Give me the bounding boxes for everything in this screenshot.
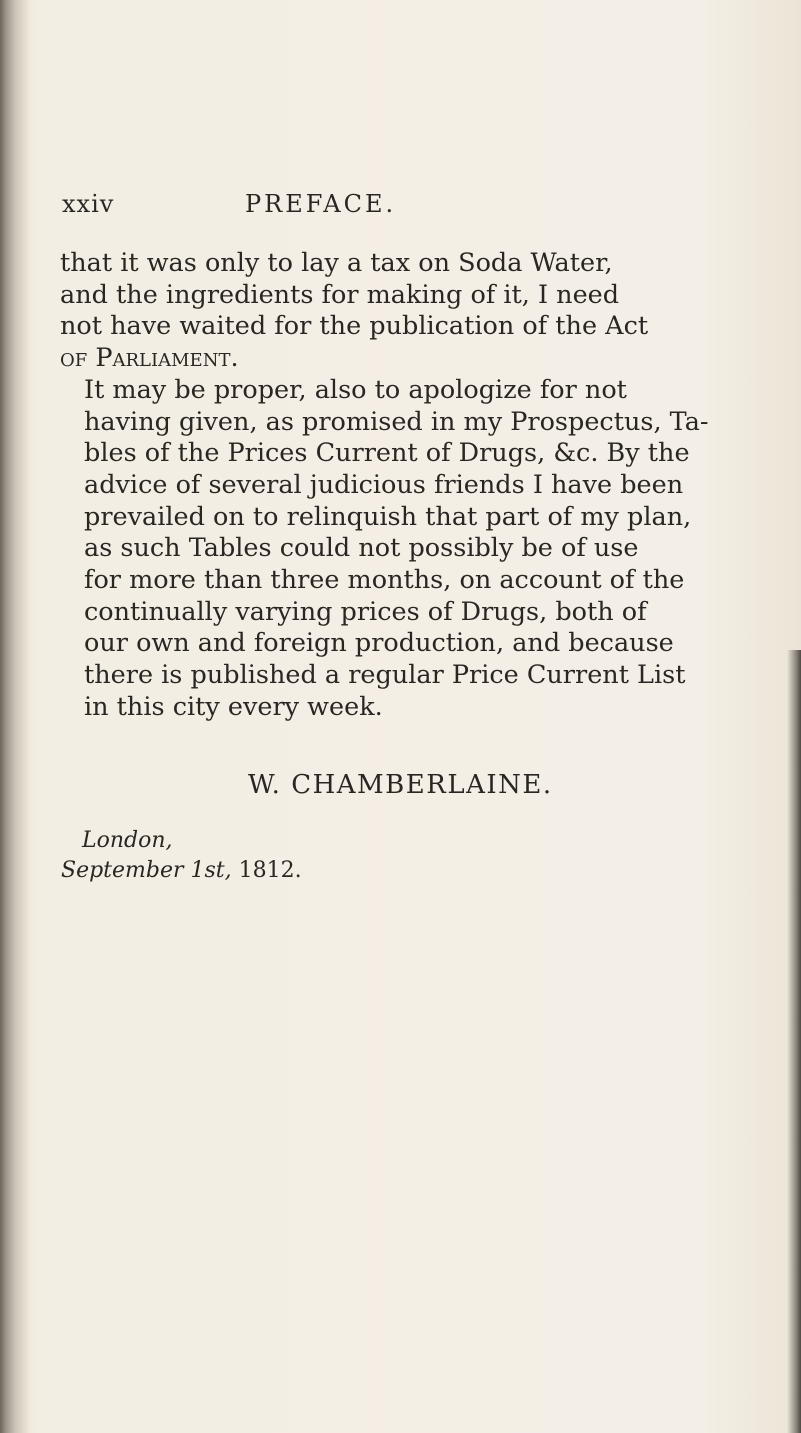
text-line: It may be proper, also to apologize for not: [84, 374, 627, 405]
text-line: and the ingredients for making of it, I need: [60, 279, 620, 310]
text-line: bles of the Prices Current of Drugs, &c. By the: [84, 438, 690, 469]
date-month: September: [61, 858, 184, 883]
date-line: [61, 858, 302, 883]
text-line: our own and foreign production, and because: [84, 628, 674, 659]
body-text: [60, 248, 760, 724]
text-line: not have waited for the publication of the Act: [60, 311, 649, 342]
text-line: prevailed on to relinquish that part of my plan,: [84, 501, 692, 532]
page-edge-shadow: [787, 650, 801, 1433]
author-signature: W. CHAMBERLAINE.: [248, 770, 553, 800]
place-line: London,: [82, 828, 173, 853]
date-day: 1st,: [190, 858, 232, 883]
text-line: having given, as promised in my Prospectus, Ta-: [84, 406, 709, 437]
date-year: 1812.: [238, 858, 302, 883]
text-line: of Parliament.: [60, 343, 239, 374]
text-line: continually varying prices of Drugs, both of: [84, 596, 647, 627]
running-head: PREFACE.: [245, 190, 397, 218]
text-line: there is published a regular Price Current List: [84, 660, 686, 691]
page-number: xxiv: [62, 190, 115, 218]
page-header: [62, 190, 752, 230]
page-gutter-shadow: [0, 0, 30, 1433]
text-line: for more than three months, on account of the: [84, 565, 685, 596]
paragraph-apology: [60, 375, 760, 724]
text-line: in this city every week.: [84, 691, 383, 722]
text-line: advice of several judicious friends I have been: [84, 469, 684, 500]
paragraph-continuation: [60, 248, 760, 375]
text-line: as such Tables could not possibly be of use: [84, 533, 639, 564]
text-line: that it was only to lay a tax on Soda Water,: [60, 248, 613, 278]
